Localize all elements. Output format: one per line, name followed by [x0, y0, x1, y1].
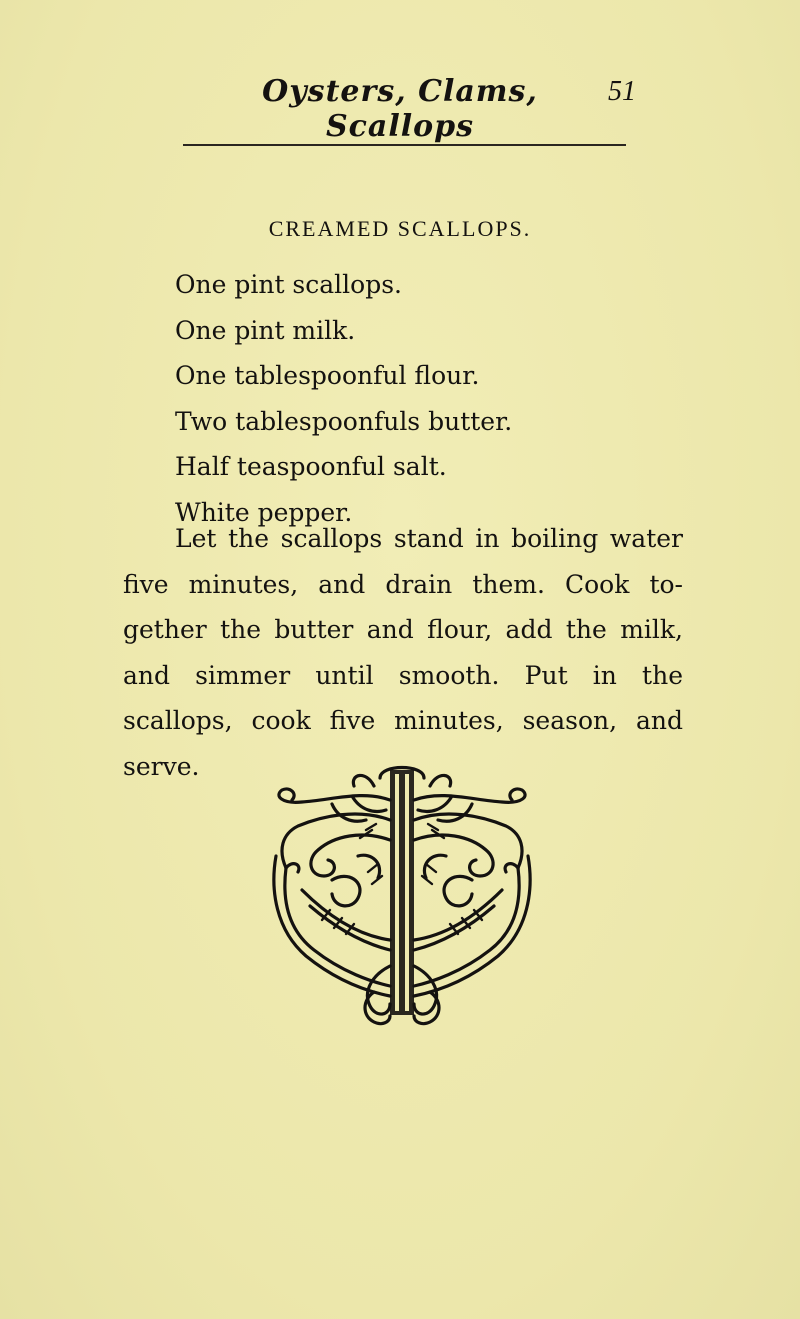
method-line: scallops, cook five minutes, season, and: [123, 706, 683, 735]
ingredient-list: [175, 262, 512, 535]
header-rule: [183, 144, 626, 146]
method-line: five minutes, and drain them. Cook to-: [123, 569, 683, 599]
method-line: and simmer until smooth. Put in the: [123, 660, 683, 690]
method-line: gether the butter and flour, add the milk,: [123, 615, 683, 644]
page-number: 51: [608, 76, 636, 107]
ingredient-item: Half teaspoonful salt.: [175, 452, 447, 481]
method-paragraph: [123, 516, 683, 789]
recipe-title: CREAMED SCALLOPS.: [268, 216, 532, 241]
method-line: serve.: [123, 751, 200, 781]
ingredient-item: One pint milk.: [175, 315, 356, 345]
running-title: Oysters, Clams, Scallops: [262, 74, 538, 144]
ingredient-item: One pint scallops.: [175, 270, 402, 299]
method-line: Let the scallops stand in boiling water: [175, 524, 683, 553]
running-head: [0, 72, 800, 144]
ingredient-item: One tablespoonful flour.: [175, 361, 480, 390]
art-nouveau-tailpiece-icon: [262, 760, 542, 1035]
ingredient-item: White pepper.: [175, 497, 353, 527]
ingredient-item: Two tablespoonfuls butter.: [175, 406, 513, 436]
